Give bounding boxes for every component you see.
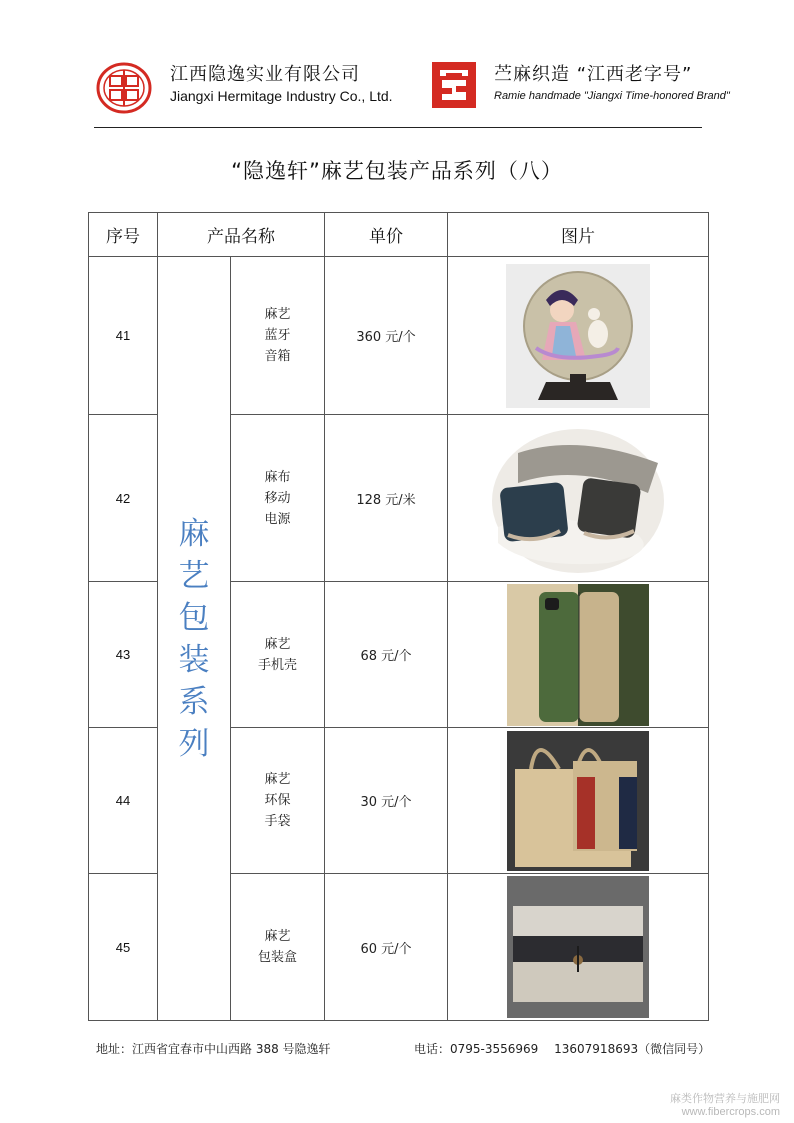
power-bank-photo — [488, 423, 668, 573]
product-name-line: 麻艺 — [264, 929, 291, 944]
product-price: 60 元/个 — [325, 874, 448, 1021]
product-image-cell — [448, 728, 709, 874]
footer-phone: 电话：0795-3556969 13607918693（微信同号） — [414, 1042, 711, 1056]
header-price: 单价 — [325, 213, 448, 257]
watermark-text: 麻类作物营养与施肥网 — [670, 1092, 780, 1105]
table-row — [89, 257, 709, 415]
product-name-line: 电源 — [264, 511, 291, 527]
product-price: 360 元/个 — [325, 257, 448, 415]
header-image: 图片 — [448, 213, 709, 257]
product-name-line: 麻布 — [264, 469, 291, 485]
product-name — [231, 415, 325, 582]
product-name-line: 麻艺 — [264, 636, 291, 652]
product-name-line: 手袋 — [264, 814, 291, 829]
product-table — [88, 212, 709, 1021]
document-title: “隐逸轩”麻艺包装产品系列（八） — [231, 159, 563, 183]
series-char: 包 — [178, 599, 210, 636]
product-price: 128 元/米 — [325, 415, 448, 582]
product-price: 30 元/个 — [325, 728, 448, 874]
product-image-cell — [448, 257, 709, 415]
product-name-line: 蓝牙 — [264, 328, 291, 343]
series-char: 系 — [178, 683, 210, 720]
product-image-cell — [448, 874, 709, 1021]
row-number: 44 — [89, 728, 158, 874]
series-char: 麻 — [178, 515, 210, 552]
company-name-cn: 江西隐逸实业有限公司 — [170, 64, 360, 85]
tote-bag-photo — [507, 731, 649, 871]
row-number: 45 — [89, 874, 158, 1021]
product-name-line: 麻艺 — [264, 307, 291, 322]
watermark-url: www.fibercrops.com — [681, 1106, 780, 1118]
row-number: 43 — [89, 582, 158, 728]
table-header-row — [89, 213, 709, 257]
product-name-line: 手机壳 — [257, 657, 297, 673]
row-number: 41 — [89, 257, 158, 415]
product-name-line: 包装盒 — [257, 950, 297, 965]
row-number: 42 — [89, 415, 158, 582]
header-name: 产品名称 — [158, 213, 325, 257]
footer-address: 地址：江西省宜春市中山西路 388 号隐逸轩 — [96, 1042, 331, 1056]
brand-seal-icon — [432, 62, 476, 108]
product-image-cell — [448, 415, 709, 582]
product-name-line: 移动 — [264, 490, 291, 506]
product-name — [231, 874, 325, 1021]
product-name — [231, 257, 325, 415]
product-image-cell — [448, 582, 709, 728]
product-price: 68 元/个 — [325, 582, 448, 728]
product-name-line: 环保 — [264, 793, 291, 808]
product-name-line: 音箱 — [264, 349, 291, 364]
series-char: 列 — [178, 725, 210, 762]
header-no: 序号 — [89, 213, 158, 257]
brand-slogan-cn: 苎麻织造 “江西老字号” — [494, 64, 693, 85]
brand-slogan-en: Ramie handmade "Jiangxi Time-honored Brand" — [494, 90, 730, 102]
letterhead — [0, 0, 794, 130]
gift-box-photo — [507, 876, 649, 1018]
product-name — [231, 728, 325, 874]
bluetooth-speaker-photo — [506, 264, 650, 408]
product-name-line: 麻艺 — [264, 772, 291, 787]
series-char: 装 — [178, 641, 210, 678]
company-seal-icon — [96, 62, 152, 114]
series-label — [158, 257, 231, 1021]
product-name — [231, 582, 325, 728]
company-name-en: Jiangxi Hermitage Industry Co., Ltd. — [170, 88, 393, 104]
series-char: 艺 — [178, 557, 210, 594]
phone-case-photo — [507, 584, 649, 726]
header-divider — [94, 127, 702, 128]
